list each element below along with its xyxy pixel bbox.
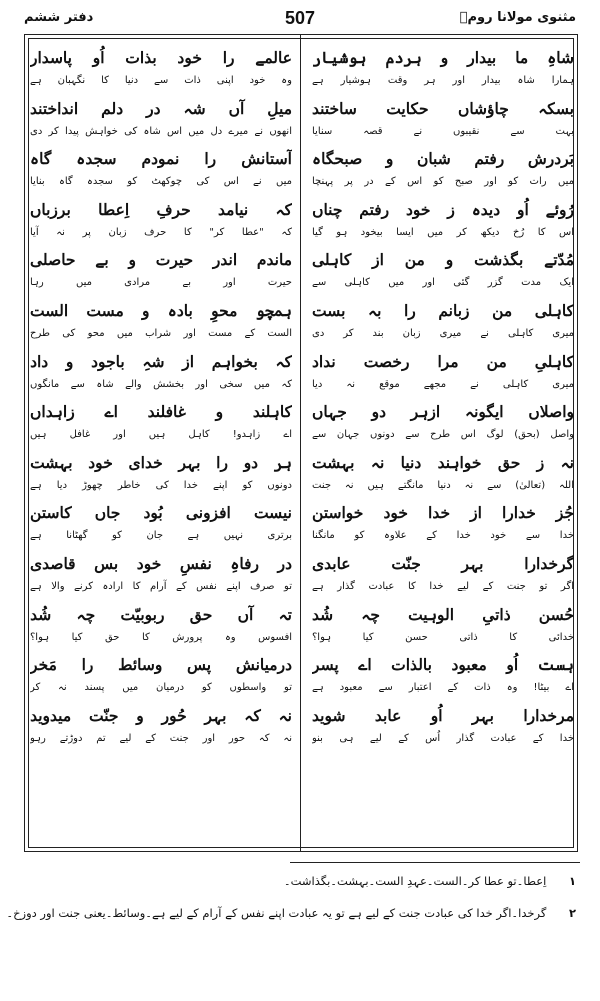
verse-word: تہ	[278, 604, 292, 624]
urdu-translation: برتری نہیں ہے جان کو گھٹانا ہے	[30, 530, 292, 542]
verse-word: افزونی	[185, 503, 231, 523]
verse-word: کاہلی	[534, 300, 574, 320]
verse-word: من	[492, 300, 513, 320]
verse-word: عابد	[374, 705, 402, 725]
persian-verse	[30, 601, 292, 628]
urdu-translation: ہمارا شاہ بیدار اور ہر وقت ہوشیار ہے	[312, 75, 574, 86]
verse-word: واصلاں	[528, 402, 574, 422]
verse-word: در	[146, 98, 161, 118]
verse-word: بَردرش	[527, 149, 574, 169]
urdu-translation: اے زاہدو! کاہل ہیں اور غافل ہیں	[30, 429, 292, 441]
urdu-translation: تو واسطوں کو درمیان میں پسند نہ کر	[30, 682, 292, 694]
verse-word: مست	[86, 300, 124, 320]
verse-word: باجود	[91, 351, 125, 371]
urdu-translation: انھوں نے میرے دل میں اس شاہ کی خواہش پیدا کر دی	[30, 125, 292, 137]
verse-word: از	[182, 351, 195, 371]
persian-verse	[312, 348, 574, 375]
couplet-entry	[312, 348, 574, 399]
book-title: مثنوی مولانا رومؒ	[459, 10, 576, 25]
verse-word: چاؤشاں	[457, 98, 509, 118]
persian-verse	[312, 398, 574, 425]
verse-word: ہر	[273, 452, 292, 472]
verse-word: اُو	[506, 655, 519, 675]
footnote-text: اِعطا۔تو عطا کر۔الست۔عہدِ الست۔بہشت۔بگذاشت۔	[283, 874, 547, 888]
verse-word: خود	[88, 452, 113, 472]
couplet-entry	[30, 499, 292, 550]
verse-word: و	[128, 250, 136, 270]
urdu-translation: افسوس وہ پرورش کا حق کیا ہوا؟	[30, 631, 292, 643]
verse-word: ما	[515, 48, 529, 67]
verse-word: و	[215, 402, 224, 422]
verse-word: جنّت	[88, 705, 119, 725]
verse-word: بہر	[178, 452, 201, 472]
verse-word: میلِ	[267, 98, 292, 118]
couplet-entry	[312, 44, 574, 95]
verse-word: کہ	[275, 351, 292, 371]
verse-word: اُو	[516, 199, 529, 219]
couplet-entry	[312, 651, 574, 702]
verse-word: مرا	[437, 351, 459, 371]
persian-verse	[30, 95, 292, 122]
urdu-translation: بہت سے نقیبوں نے قصہ سنایا	[312, 125, 574, 137]
couplet-entry	[30, 44, 292, 95]
couplet-entry	[30, 651, 292, 702]
verse-word: بست	[312, 300, 346, 320]
verse-word: کاہلی	[312, 250, 352, 270]
verse-word: بہ	[367, 300, 382, 320]
persian-verse	[30, 398, 292, 425]
couplet-entry	[30, 398, 292, 449]
verse-word: سجدہ	[76, 149, 117, 169]
footnote-2	[6, 906, 576, 920]
verse-word: رفتم	[474, 149, 505, 169]
verse-word: شاہِ	[547, 48, 574, 67]
verse-word: شوید	[312, 705, 346, 725]
verse-word: خواستن	[312, 503, 364, 523]
verse-word: و	[440, 48, 449, 67]
verse-word: گاہ	[30, 149, 52, 169]
verse-word: ہمچو	[255, 300, 292, 320]
verse-word: اُو	[430, 705, 443, 725]
urdu-translation: میں نے اس کی چوکھٹ کو سجدہ گاہ بنایا	[30, 176, 292, 188]
urdu-translation: خدا کے عبادت گذار اُس کے لیے ہی بنو	[312, 732, 574, 744]
verse-word: مرخدارا	[523, 705, 574, 725]
persian-verse	[312, 145, 574, 172]
verse-word: ز	[536, 452, 545, 472]
verse-word: اے	[358, 655, 372, 675]
verse-word: کہ	[244, 705, 261, 725]
persian-verse	[30, 499, 292, 526]
urdu-translation: وہ خود اپنی ذات سے دنیا کا نگہبان ہے	[30, 75, 292, 86]
verse-word: آستانش	[241, 149, 292, 169]
verse-word: ساختند	[312, 98, 357, 118]
footnote-number: ۱	[568, 874, 576, 888]
urdu-translation: اگر تو جنت کے لیے خدا کا عبادت گذار ہے	[312, 580, 574, 592]
verse-word: چہ	[361, 604, 380, 624]
verse-word: الست	[30, 300, 69, 320]
verse-word: بہر	[471, 705, 494, 725]
footnote-separator	[290, 862, 580, 863]
verse-word: عابدی	[312, 553, 351, 573]
persian-verse	[312, 651, 574, 678]
verse-word: ز	[447, 199, 455, 219]
urdu-translation: الست کے مست اور شراب میں محو کی طرح	[30, 327, 292, 339]
verse-word: نیامد	[218, 199, 249, 219]
page-number: 507	[284, 8, 316, 28]
urdu-translation: دونوں کو اپنے خدا کی خاطر چھوڑ دیا ہے	[30, 479, 292, 491]
verse-word: خود	[383, 503, 408, 523]
verse-word: را	[81, 655, 94, 675]
verse-word: معبود	[451, 655, 487, 675]
couplet-entry	[312, 145, 574, 196]
urdu-translation: خدائی کا ذاتی حسن کیا ہوا؟	[312, 631, 574, 643]
verse-word: را	[403, 300, 416, 320]
verse-word: غافلند	[147, 402, 186, 422]
verse-word: بہشت	[312, 452, 355, 472]
couplet-entry	[312, 499, 574, 550]
verse-word: و	[136, 705, 144, 725]
verse-word: شُد	[312, 604, 334, 624]
footnote-1	[24, 874, 576, 888]
verse-word: کاہلند	[252, 402, 292, 422]
urdu-translation: ایک مدت گزر گئی اور میں کاہلی سے	[312, 277, 574, 289]
persian-verse	[30, 449, 292, 476]
verse-word: بادہ	[167, 300, 193, 320]
verse-word: شہِ	[142, 351, 165, 371]
verse-word: نداد	[312, 351, 336, 371]
urdu-translation: میری کاہلی نے مجھے موقع نہ دیا	[312, 378, 574, 390]
persian-verse	[312, 297, 574, 324]
verse-word: بے	[95, 250, 109, 270]
verse-word: جُز	[555, 503, 574, 523]
verse-word: زبانم	[438, 300, 470, 320]
verse-word: درمیانش	[235, 655, 292, 675]
verse-word: شبان	[416, 149, 451, 169]
verse-word: دو	[371, 402, 386, 422]
persian-verse	[30, 44, 292, 71]
verse-word: صبحگاہ	[312, 149, 363, 169]
verse-word: پس	[187, 655, 212, 675]
verse-word: دیدہ	[471, 199, 501, 219]
verse-word: و	[385, 149, 394, 169]
verse-word: رخصت	[363, 351, 410, 371]
persian-verse	[312, 702, 574, 729]
verse-word: خواہند	[437, 452, 482, 472]
verse-word: مُدّتے	[544, 250, 574, 270]
verse-word: از	[470, 503, 482, 523]
urdu-translation: میں رات کو اور صبح کو اس کے در پر پہنچا	[312, 176, 574, 188]
verse-word: بگذشت	[474, 250, 524, 270]
left-column	[30, 44, 292, 752]
verse-word: دو	[243, 452, 259, 472]
couplet-entry	[30, 246, 292, 297]
verse-word: عالمے	[255, 48, 292, 67]
verse-word: بہر	[461, 553, 484, 573]
verse-word: و	[65, 351, 74, 371]
persian-verse	[312, 95, 574, 122]
verse-word: آں	[237, 604, 254, 624]
verse-word: ایگونہ	[465, 402, 504, 422]
couplet-entry	[30, 702, 292, 753]
verse-word: چناں	[312, 199, 343, 219]
persian-verse	[30, 246, 292, 273]
verse-word: انداختند	[30, 98, 79, 118]
verse-word: زاہداں	[30, 402, 75, 422]
verse-word: نہ	[370, 452, 385, 472]
couplet-entry	[312, 246, 574, 297]
verse-word: بسکہ	[538, 98, 574, 118]
couplet-entry	[30, 348, 292, 399]
urdu-translation: اللہ (تعالیٰ) سے نہ دنیا مانگتے ہیں نہ جنت	[312, 479, 574, 491]
verse-word: ماندم	[256, 250, 292, 270]
couplet-entry	[30, 95, 292, 146]
verse-word: اِعطا	[98, 199, 130, 219]
verse-word: خود	[406, 199, 431, 219]
couplet-entry	[30, 145, 292, 196]
couplet-entry	[312, 550, 574, 601]
volume-label: دفتر ششم	[24, 10, 94, 25]
verse-word: بخواہم	[211, 351, 258, 371]
verse-word: جاں	[94, 503, 121, 523]
verse-word: بیدار	[467, 48, 497, 67]
verse-word: حُسن	[538, 604, 574, 624]
couplet-entry	[312, 297, 574, 348]
verse-word: آں	[228, 98, 245, 118]
persian-verse	[30, 196, 292, 223]
verse-word: حکایت	[386, 98, 429, 118]
verse-word: از	[372, 250, 384, 270]
verse-word: خود	[136, 553, 162, 573]
couplet-entry	[30, 550, 292, 601]
verse-word: رفتم	[359, 199, 390, 219]
verse-word: را	[216, 452, 228, 472]
persian-verse	[312, 196, 574, 223]
persian-verse	[30, 348, 292, 375]
verse-word: نفسِ	[179, 553, 212, 573]
urdu-translation: واصل (بحق) لوگ اس طرح سے دونوں جہان سے	[312, 429, 574, 441]
verse-word: اندر	[212, 250, 238, 270]
verse-word: نہ	[278, 705, 292, 725]
persian-verse	[30, 550, 292, 577]
urdu-translation: اس کا رُخ دیکھ کر میں ایسا بیخود ہو گیا	[312, 226, 574, 238]
verse-word: پاسدار	[30, 48, 72, 67]
verse-word: گرخدارا	[524, 553, 574, 573]
verse-word: برزباں	[30, 199, 71, 219]
verse-word: وسائط	[118, 655, 163, 675]
verse-word: حرفِ	[156, 199, 191, 219]
verse-word: ہوشیار	[312, 48, 367, 67]
persian-verse	[312, 449, 574, 476]
verse-word: اے	[104, 402, 118, 422]
right-column	[312, 44, 574, 752]
couplet-entry	[312, 398, 574, 449]
verse-word: نمودم	[141, 149, 180, 169]
footnote-text: گرخدا۔اگر خدا کی عبادت جنت کے لیے ہے تو یہ عبادت اپنے نفس کے آرام کے لیے ہے۔وسائط۔یعنی جنت اور دوزخ۔	[6, 906, 547, 920]
urdu-translation: کہ میں سخی اور بخشش والے شاہ سے مانگوں	[30, 378, 292, 390]
verse-word: بذات	[125, 48, 157, 67]
verse-word: حُور	[161, 705, 187, 725]
verse-word: در	[277, 553, 292, 573]
persian-verse	[30, 651, 292, 678]
verse-word: بالذات	[391, 655, 432, 675]
verse-word: ازہر	[410, 402, 441, 422]
verse-word: شہ	[183, 98, 206, 118]
couplet-entry	[312, 196, 574, 247]
persian-verse	[312, 601, 574, 628]
couplet-entry	[312, 702, 574, 753]
page-header	[24, 6, 576, 36]
verse-word: خدای	[128, 452, 163, 472]
verse-word: ہست	[537, 655, 574, 675]
verse-word: بُود	[143, 503, 163, 523]
persian-verse	[312, 499, 574, 526]
verse-word: حق	[189, 604, 213, 624]
verse-word: خدارا	[501, 503, 536, 523]
verse-word: حیرت	[155, 250, 194, 270]
verse-word: شُد	[30, 604, 52, 624]
verse-word: ربوبیّت	[120, 604, 165, 624]
couplet-entry	[30, 196, 292, 247]
verse-word: محوِ	[211, 300, 238, 320]
verse-word: داد	[30, 351, 49, 371]
verse-word: کاہلیِ	[534, 351, 574, 371]
couplet-entry	[312, 95, 574, 146]
verse-word: من	[486, 351, 507, 371]
verse-word: کاستن	[30, 503, 72, 523]
urdu-translation: کہ "عطا کر" کا حرف زبان پر نہ آیا	[30, 226, 292, 238]
verse-word: کہ	[275, 199, 292, 219]
persian-verse	[312, 246, 574, 273]
urdu-translation: اے بیٹا! وہ ذات کے اعتبار سے معبود ہے	[312, 682, 574, 694]
verse-word: رفاہِ	[230, 553, 260, 573]
footnote-number: ۲	[568, 906, 576, 920]
couplet-entry	[312, 449, 574, 500]
persian-verse	[30, 702, 292, 729]
column-divider	[300, 34, 301, 852]
verse-word: بس	[94, 553, 119, 573]
urdu-translation: میری کاہلی نے میری زبان بند کر دی	[312, 327, 574, 339]
verse-word: و	[142, 300, 150, 320]
verse-word: جنّت	[391, 553, 421, 573]
verse-word: من	[404, 250, 425, 270]
verse-word: ذاتیِ	[482, 604, 511, 624]
verse-word: دنیا	[400, 452, 422, 472]
verse-word: الوہیت	[408, 604, 455, 624]
couplet-entry	[312, 601, 574, 652]
verse-word: چہ	[76, 604, 96, 624]
verse-word: مَخر	[30, 655, 57, 675]
urdu-translation: نہ کہ حور اور جنت کے لیے تم دوڑتے رہو	[30, 732, 292, 744]
verse-word: دلم	[101, 98, 124, 118]
urdu-translation: تو صرف اپنے نفس کے آرام کا ارادہ کرنے والا ہے	[30, 580, 292, 592]
verse-word: خدا	[428, 503, 451, 523]
verse-word: خود	[177, 48, 202, 67]
verse-word: نیست	[253, 503, 292, 523]
verse-word: نہ	[560, 452, 574, 472]
verse-word: جہاں	[312, 402, 347, 422]
persian-verse	[312, 44, 574, 71]
couplet-entry	[30, 449, 292, 500]
verse-word: و	[445, 250, 454, 270]
persian-verse	[312, 550, 574, 577]
couplet-entry	[30, 601, 292, 652]
verse-word: حق	[497, 452, 521, 472]
verse-word: اُو	[92, 48, 105, 67]
persian-verse	[30, 145, 292, 172]
verse-word: میدوید	[30, 705, 72, 725]
verse-word: بہشت	[30, 452, 73, 472]
urdu-translation: حیرت اور بے مرادی میں رہا	[30, 277, 292, 289]
verse-word: را	[222, 48, 235, 67]
verse-word: ہردم	[385, 48, 422, 67]
verse-word: رُوئے	[545, 199, 574, 219]
verse-word: حاصلی	[30, 250, 76, 270]
verse-word: قاصدی	[30, 553, 76, 573]
verse-word: پسر	[312, 655, 339, 675]
persian-verse	[30, 297, 292, 324]
couplet-entry	[30, 297, 292, 348]
urdu-translation: خدا سے خود خدا کے علاوہ کو مانگنا	[312, 530, 574, 542]
verse-word: بہر	[204, 705, 227, 725]
verse-word: را	[204, 149, 217, 169]
